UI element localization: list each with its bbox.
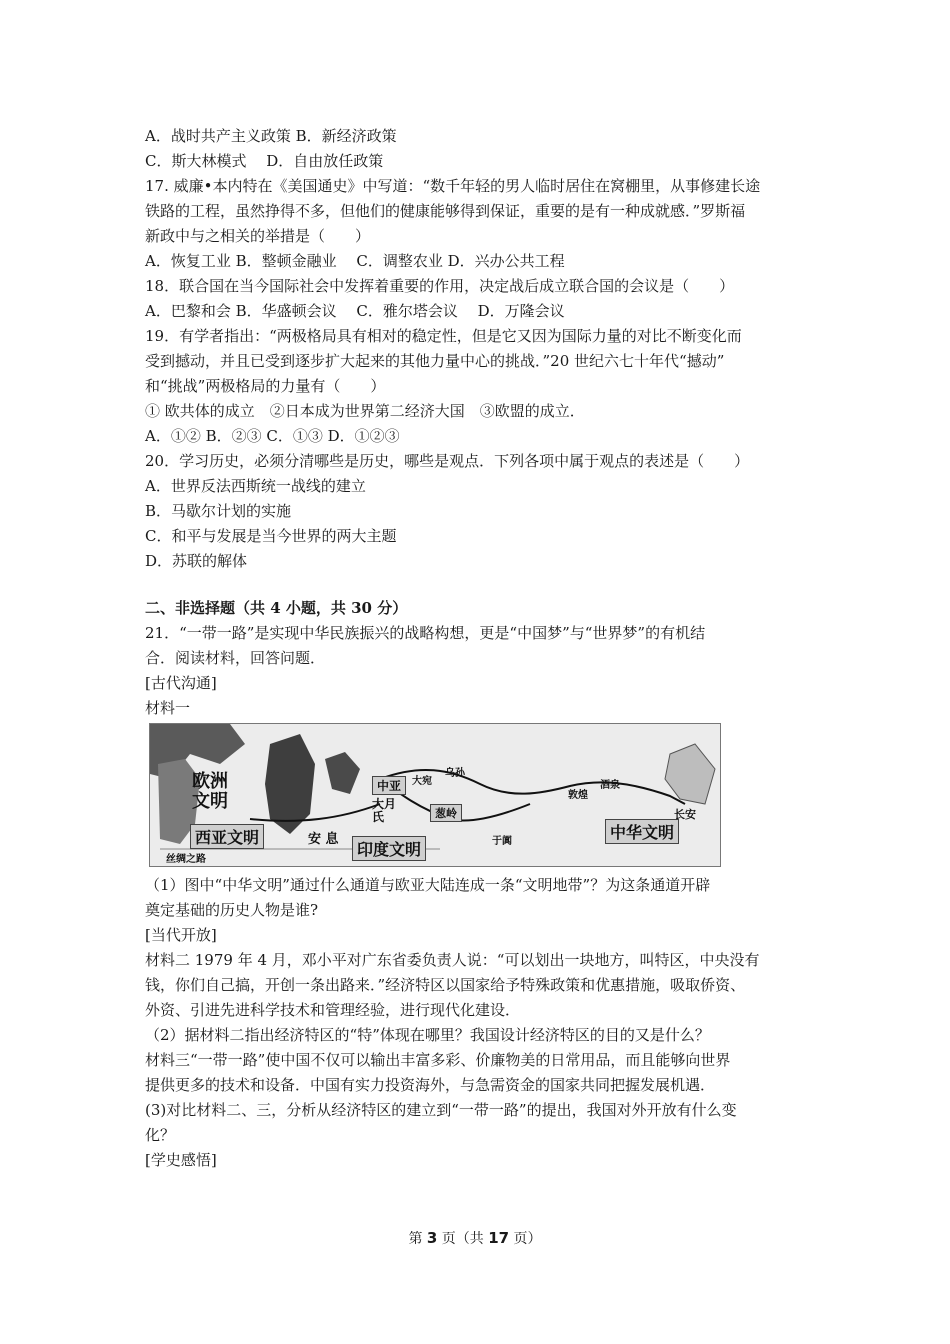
- section-heading: 二、非选择题（共 4 小题，共 30 分）: [145, 599, 408, 617]
- text-line: 化？: [145, 1126, 176, 1144]
- exam-page: [145, 124, 825, 1173]
- text-line: 17. 威廉•本内特在《美国通史》中写道：“数千年轻的男人临时居住在窝棚里，从事修建长途: [145, 177, 761, 195]
- footer-prefix: 第: [408, 1231, 427, 1247]
- text-line: 奠定基础的历史人物是谁?: [145, 901, 319, 919]
- text-line: C．和平与发展是当今世界的两大主题: [145, 527, 397, 545]
- label-central-asia: 中亚: [372, 776, 406, 795]
- text-line: 材料三“一带一路”使中国不仅可以输出丰富多彩、价廉物美的日常用品，而且能够向世界: [145, 1051, 731, 1069]
- footer-suffix: 页）: [509, 1231, 542, 1247]
- label-dayuezhi: 大月 氏: [372, 797, 397, 824]
- map-legend: 丝绸之路: [166, 854, 206, 865]
- text-line: 20．学习历史，必须分清哪些是历史，哪些是观点．下列各项中属于观点的表述是（ ）: [145, 452, 750, 470]
- text-line: 19．有学者指出：“两极格局具有相对的稳定性，但是它又因为国际力量的对比不断变化而: [145, 327, 742, 345]
- footer-total-pages: 17: [488, 1229, 510, 1247]
- label-anxi: 安 息: [308, 832, 339, 847]
- page-footer: [0, 1228, 950, 1248]
- text-line: ① 欧共体的成立 ②日本成为世界第二经济大国 ③欧盟的成立．: [145, 402, 585, 420]
- label-congling: 葱岭: [430, 804, 462, 822]
- text-line: 新政中与之相关的举措是（ ）: [145, 227, 371, 245]
- text-line: 钱，你们自己搞，开创一条出路来．”经济特区以国家给予特殊政策和优惠措施，吸取侨资、: [145, 976, 746, 994]
- footer-page-number: 3: [426, 1229, 438, 1247]
- label-changan: 长安: [674, 808, 696, 821]
- label-europe: 欧洲 文明: [192, 771, 228, 812]
- text-line: 外资、引进先进科学技术和管理经验，进行现代化建设．: [145, 1001, 521, 1019]
- footer-middle: 页（共: [437, 1231, 489, 1247]
- questions-16-20: [145, 124, 825, 574]
- silk-road-map: [149, 723, 721, 867]
- label-jiuquan: 酒泉: [600, 780, 620, 791]
- text-line: 提供更多的技术和设备．中国有实力投资海外，与急需资金的国家共同把握发展机遇．: [145, 1076, 716, 1094]
- text-line: 和“挑战”两极格局的力量有（ ）: [145, 377, 386, 395]
- label-dunhuang: 敦煌: [568, 790, 588, 801]
- text-line: [学史感悟]: [145, 1151, 217, 1169]
- text-line: （1）图中“中华文明”通过什么通道与欧亚大陆连成一条“文明地带”？为这条通道开辟: [145, 876, 711, 894]
- text-line: (3)对比材料二、三，分析从经济特区的建立到“一带一路”的提出，我国对外开放有什么变: [145, 1101, 737, 1119]
- text-line: A．①② B．②③ C．①③ D．①②③: [145, 427, 400, 445]
- text-line: [当代开放]: [145, 926, 217, 944]
- text-line: 铁路的工程，虽然挣得不多，但他们的健康能够得到保证，重要的是有一种成就感．”罗斯福: [145, 202, 746, 220]
- text-line: A．恢复工业 B．整顿金融业 C．调整农业 D．兴办公共工程: [145, 252, 565, 270]
- text-line: 材料一: [145, 699, 191, 717]
- label-dayuan: 大宛: [412, 776, 432, 787]
- text-line: 21．“一带一路”是实现中华民族振兴的战略构想，更是“中国梦”与“世界梦”的有机结: [145, 624, 706, 642]
- label-yutian: 于阗: [492, 836, 512, 847]
- text-line: A．战时共产主义政策 B．新经济政策: [145, 127, 397, 145]
- text-line: 受到撼动，并且已受到逐步扩大起来的其他力量中心的挑战．”20 世纪六七十年代“撼动”: [145, 352, 725, 370]
- text-line: C．斯大林模式 D．自由放任政策: [145, 152, 384, 170]
- label-india: 印度文明: [352, 836, 426, 861]
- text-line: D．苏联的解体: [145, 552, 248, 570]
- text-line: 18．联合国在当今国际社会中发挥着重要的作用，决定战后成立联合国的会议是（ ）: [145, 277, 735, 295]
- question-21-intro: [145, 621, 825, 721]
- text-line: A．世界反法西斯统一战线的建立: [145, 477, 366, 495]
- text-line: 合．阅读材料，回答问题．: [145, 649, 326, 667]
- label-china: 中华文明: [605, 819, 679, 844]
- text-line: [古代沟通]: [145, 674, 217, 692]
- text-line: A．巴黎和会 B．华盛顿会议 C．雅尔塔会议 D．万隆会议: [145, 302, 565, 320]
- label-west-asia: 西亚文明: [190, 824, 264, 849]
- text-line: B．马歇尔计划的实施: [145, 502, 292, 520]
- question-21-parts: [145, 873, 825, 1173]
- text-line: 材料二 1979 年 4 月，邓小平对广东省委负责人说：“可以划出一块地方，叫特区，中央没有: [145, 951, 760, 969]
- label-wusun: 乌孙: [445, 768, 465, 779]
- text-line: （2）据材料二指出经济特区的“特”体现在哪里？我国设计经济特区的目的又是什么？: [145, 1026, 710, 1044]
